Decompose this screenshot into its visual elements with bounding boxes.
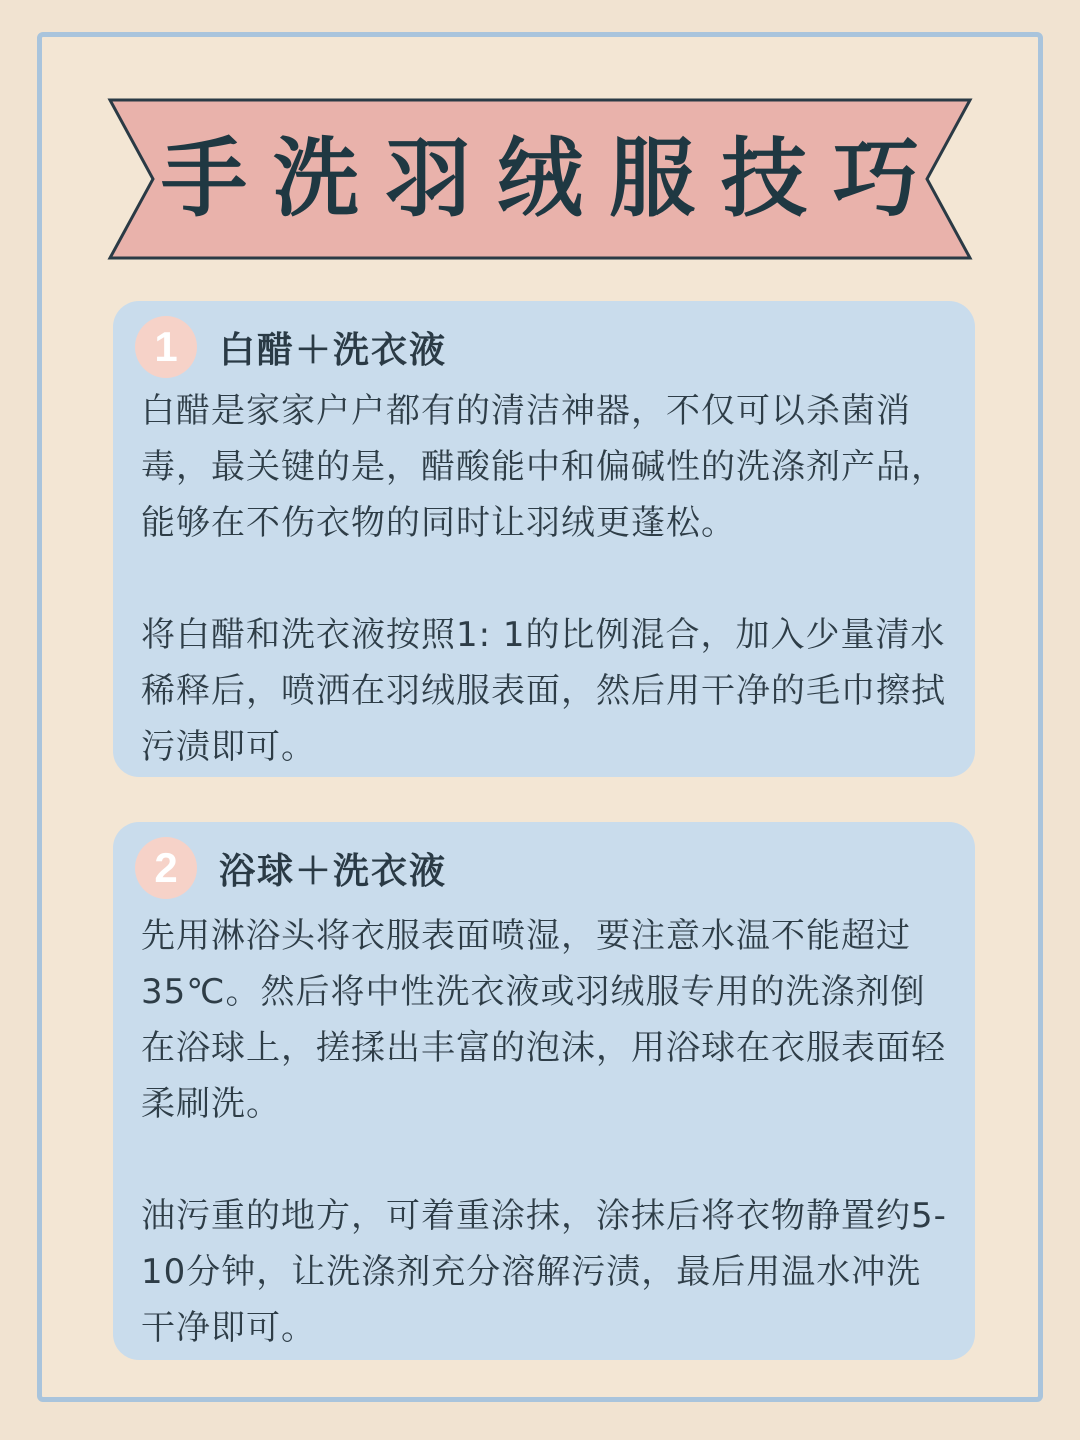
tip-card-1	[113, 301, 975, 777]
tip-card-2	[113, 822, 975, 1360]
page-title: 手洗羽绒服技巧	[161, 129, 945, 229]
number-badge: 2	[135, 837, 197, 899]
card-title: 白醋＋洗衣液	[219, 329, 448, 371]
number-badge: 1	[135, 316, 197, 378]
title-banner	[105, 96, 975, 262]
card-header	[135, 315, 447, 379]
paragraph: 将白醋和洗衣液按照1: 1的比例混合，加入少量清水稀释后，喷洒在羽绒服表面，然后用干净的毛巾擦拭污渍即可。	[141, 615, 946, 767]
card-header	[135, 836, 447, 900]
card-title: 浴球＋洗衣液	[219, 850, 448, 892]
paragraph: 先用淋浴头将衣服表面喷湿，要注意水温不能超过35℃。然后将中性洗衣液或羽绒服专用的洗涤剂倒在浴球上，搓揉出丰富的泡沫，用浴球在衣服表面轻柔刷洗。	[141, 916, 946, 1124]
paragraph: 油污重的地方，可着重涂抹，涂抹后将衣物静置约5-10分钟，让洗涤剂充分溶解污渍，最后用温水冲洗干净即可。	[141, 1196, 947, 1348]
paragraph: 白醋是家家户户都有的清洁神器，不仅可以杀菌消毒，最关键的是，醋酸能中和偏碱性的洗涤剂产品，能够在不伤衣物的同时让羽绒更蓬松。	[141, 391, 946, 543]
